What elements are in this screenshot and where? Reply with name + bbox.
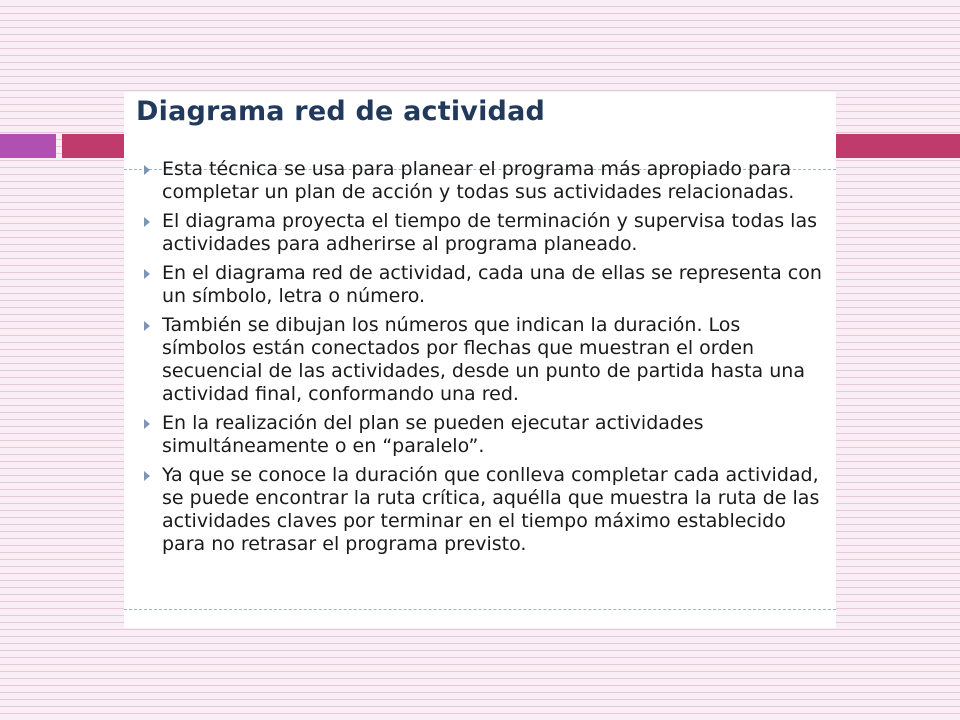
- bullet-text: Esta técnica se usa para planear el programa más apropiado para completar un plan de acción y todas sus actividades relacionadas.: [162, 158, 795, 203]
- bullet-item: [124, 210, 836, 256]
- bullet-text: En la realización del plan se pueden ejecutar actividades simultáneamente o en “paralelo”.: [162, 412, 704, 457]
- bullet-item: [124, 262, 836, 308]
- bullet-item: [124, 464, 836, 556]
- bullet-text: También se dibujan los números que indican la duración. Los símbolos están conectados por flechas que muestran el orden secuencial de las actividades, desde un punto de partida hasta una actividad final, conformando una red.: [162, 314, 805, 405]
- triangle-right-icon: [144, 321, 150, 331]
- bullet-text: Ya que se conoce la duración que conlleva completar cada actividad, se puede encontrar la ruta crítica, aquélla que muestra la ruta de las actividades claves por terminar en el tiempo máximo establecido para no retrasar el programa previsto.: [162, 464, 820, 555]
- triangle-right-icon: [144, 269, 150, 279]
- triangle-right-icon: [144, 471, 150, 481]
- accent-bar-left: [0, 134, 56, 158]
- triangle-right-icon: [144, 419, 150, 429]
- bullet-text: En el diagrama red de actividad, cada una de ellas se representa con un símbolo, letra o número.: [162, 262, 822, 307]
- bullet-text: El diagrama proyecta el tiempo de terminación y supervisa todas las actividades para adherirse al programa planeado.: [162, 210, 817, 255]
- triangle-right-icon: [144, 217, 150, 227]
- bullet-item: [124, 314, 836, 406]
- divider-bottom: [124, 609, 836, 610]
- bullet-item: [124, 158, 836, 204]
- bullet-list: [124, 158, 836, 562]
- accent-bar-middle: [62, 134, 128, 158]
- accent-bar-right: [834, 134, 960, 158]
- triangle-right-icon: [144, 165, 150, 175]
- slide-title: Diagrama red de actividad: [136, 96, 546, 127]
- bullet-item: [124, 412, 836, 458]
- slide-image: [124, 92, 836, 628]
